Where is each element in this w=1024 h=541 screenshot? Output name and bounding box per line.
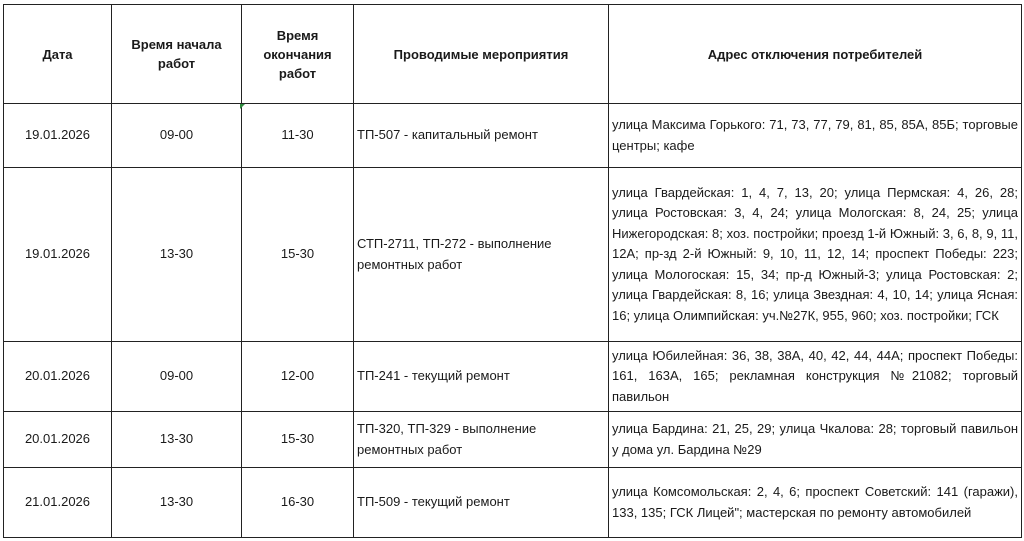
cell-start-time: 09-00 xyxy=(112,104,242,168)
cell-activity: СТП-2711, ТП-272 - выполнение ремонтных работ xyxy=(354,168,609,342)
cell-activity: ТП-241 - текущий ремонт xyxy=(354,342,609,412)
cell-end-time: 11-30 xyxy=(242,104,354,168)
table-row xyxy=(4,412,1022,468)
cell-start-time: 09-00 xyxy=(112,342,242,412)
cell-address: улица Юбилейная: 36, 38, 38А, 40, 42, 44, 44А; проспект Победы: 161, 163А, 165; рекламная конструкция №21082; торговый павильон xyxy=(609,342,1022,412)
cell-address: улица Максима Горького: 71, 73, 77, 79, 81, 85, 85А, 85Б; торговые центры; кафе xyxy=(609,104,1022,168)
cell-start-time: 13-30 xyxy=(112,168,242,342)
cell-address: улица Комсомольская: 2, 4, 6; проспект Советский: 141 (гаражи), 133, 135; ГСК Лицей"; мастерская по ремонту автомобилей xyxy=(609,468,1022,538)
header-row xyxy=(4,5,1022,104)
cell-date: 19.01.2026 xyxy=(4,104,112,168)
cell-date: 20.01.2026 xyxy=(4,412,112,468)
header-activities: Проводимые мероприятия xyxy=(354,5,609,104)
cell-date: 19.01.2026 xyxy=(4,168,112,342)
header-start-time-label: Время начала работ xyxy=(131,37,222,71)
cell-activity: ТП-507 - капитальный ремонт xyxy=(354,104,609,168)
header-date: Дата xyxy=(4,5,112,104)
cell-address: улица Бардина: 21, 25, 29; улица Чкалова: 28; торговый павильон у дома ул. Бардина №29 xyxy=(609,412,1022,468)
cell-end-time: 12-00 xyxy=(242,342,354,412)
outage-schedule-table xyxy=(3,4,1022,538)
table-row xyxy=(4,104,1022,168)
cell-address: улица Гвардейская: 1, 4, 7, 13, 20; улица Пермская: 4, 26, 28; улица Ростовская: 3, 4, 24; улица Мологская: 8, 24, 25; улица Нижегородская: 8; хоз. постройки; проезд 1-й Южный: 3, 6, 8, 9, 11, 12А; пр-зд 2-й Южный: 9, 10, 11, 12, 14; проспект Победы: 223; улица Мологоская: 15, 34; пр-д Южный-3; улица Ростовская: 2; улица Гвардейская: 8, 16; улица Звездная: 4, 10, 14; улица Ясная: 16; улица Олимпийская: уч.№27К, 955, 960; хоз. постройки; ГСК xyxy=(609,168,1022,342)
cell-start-time: 13-30 xyxy=(112,412,242,468)
header-address: Адрес отключения потребителей xyxy=(609,5,1022,104)
cell-end-time: 15-30 xyxy=(242,168,354,342)
cell-date: 20.01.2026 xyxy=(4,342,112,412)
table-row xyxy=(4,168,1022,342)
table-row xyxy=(4,342,1022,412)
cell-activity: ТП-320, ТП-329 - выполнение ремонтных работ xyxy=(354,412,609,468)
cell-activity: ТП-509 - текущий ремонт xyxy=(354,468,609,538)
cell-date: 21.01.2026 xyxy=(4,468,112,538)
cell-start-time: 13-30 xyxy=(112,468,242,538)
header-end-time xyxy=(242,5,354,104)
table-row xyxy=(4,468,1022,538)
header-end-time-label: Время окончания работ xyxy=(263,27,332,81)
cell-end-time: 16-30 xyxy=(242,468,354,538)
header-start-time xyxy=(112,5,242,104)
cell-comment-marker xyxy=(240,104,245,109)
cell-end-time: 15-30 xyxy=(242,412,354,468)
